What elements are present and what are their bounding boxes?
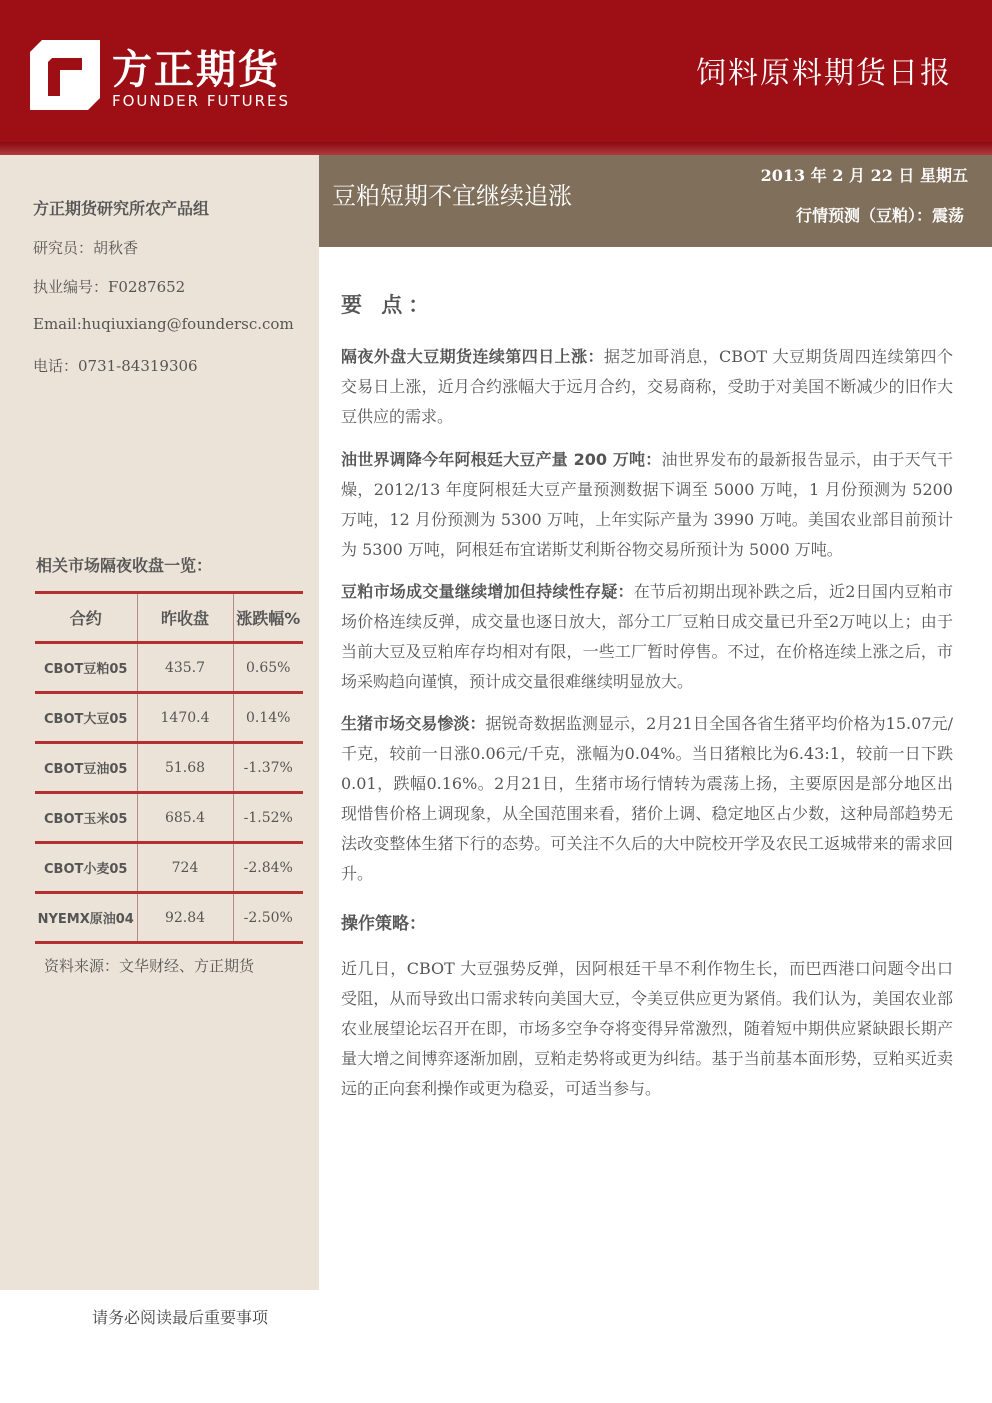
strategy-heading: 操作策略： xyxy=(341,914,426,934)
email-address: Email:huqiuxiang@foundersc.com xyxy=(33,315,294,333)
logo-chinese-name: 方正期货 xyxy=(112,47,280,93)
table-row xyxy=(35,693,303,743)
researcher-name: 研究员：胡秋香 xyxy=(33,239,139,257)
change-cell: -2.50% xyxy=(233,893,303,943)
change-cell: -1.37% xyxy=(233,743,303,793)
market-forecast: 行情预测（豆粕）：震荡 xyxy=(795,206,964,225)
change-cell: -2.84% xyxy=(233,843,303,893)
table-header-row xyxy=(35,593,303,643)
strategy-paragraph: 近几日，CBOT 大豆强势反弹，因阿根廷干旱不利作物生长，而巴西港口问题令出口受阻，从而导致出口需求转向美国大豆，令美豆供应更为紧俏。我们认为，美国农业部农业展望论坛召开在即，市场多空争夺将变得异常激烈，随着短中期供应紧缺跟长期产量大增之间博弈逐渐加剧，豆粕走势将或更为纠结。基于当前基本面形势，豆粕买近卖远的正向套利操作或更为稳妥，可适当参与。 xyxy=(341,959,953,1098)
point-paragraph xyxy=(341,342,953,432)
column-header: 合约 xyxy=(35,593,137,643)
column-header: 涨跌幅% xyxy=(233,593,303,643)
point-paragraph xyxy=(341,445,953,565)
close-cell: 435.7 xyxy=(137,643,233,693)
header-stripe xyxy=(0,142,992,155)
point-lead: 隔夜外盘大豆期货连续第四日上涨： xyxy=(341,347,604,366)
point-lead: 生猪市场交易惨淡： xyxy=(341,714,486,733)
change-cell: -1.52% xyxy=(233,793,303,843)
contract-cell: NYEMX原油04 xyxy=(35,893,137,943)
point-paragraph xyxy=(341,709,953,889)
point-lead: 油世界调降今年阿根廷大豆产量 200 万吨： xyxy=(341,450,662,469)
point-text: 据芝加哥消息，CBOT 大豆期货周四连续第四个交易日上涨，近月合约涨幅大于远月合约，交易商称，受助于对美国不断减少的旧作大豆供应的需求。 xyxy=(341,347,953,426)
change-cell: 0.14% xyxy=(233,693,303,743)
contract-cell: CBOT豆油05 xyxy=(35,743,137,793)
footer-disclaimer-note: 请务必阅读最后重要事项 xyxy=(92,1308,269,1327)
report-title: 饲料原料期货日报 xyxy=(696,56,952,91)
logo-english-name: FOUNDER FUTURES xyxy=(112,92,291,110)
research-group: 方正期货研究所农产品组 xyxy=(33,199,210,218)
contract-cell: CBOT豆粕05 xyxy=(35,643,137,693)
contract-cell: CBOT小麦05 xyxy=(35,843,137,893)
close-cell: 685.4 xyxy=(137,793,233,843)
point-text: 在节后初期出现补跌之后，近2日国内豆粕市场价格连续反弹，成交量也逐日放大，部分工厂豆粕日成交量已升至2万吨以上；由于当前大豆及豆粕库存均相对有限，一些工厂暂时停售。不过，在价格连续上涨之后，市场采购趋向谨慎，预计成交量很难继续明显放大。 xyxy=(341,582,953,691)
close-cell: 1470.4 xyxy=(137,693,233,743)
point-paragraph xyxy=(341,577,953,697)
point-text: 据锐奇数据监测显示，2月21日全国各省生猪平均价格为15.07元/千克，较前一日涨0.06元/千克，涨幅为0.04%。当日猪粮比为6.43:1，较前一日下跌0.01，跌幅0.16%。2月21日，生猪市场行情转为震荡上扬，主要原因是部分地区出现惜售价格上调现象，从全国范围来看，猪价上调、稳定地区占少数，这种局部趋势无法改变整体生猪下行的态势。可关注不久后的大中院校开学及农民工返城带来的需求回升。 xyxy=(341,714,953,883)
close-cell: 724 xyxy=(137,843,233,893)
point-lead: 豆粕市场成交量继续增加但持续性存疑： xyxy=(341,582,634,601)
contract-cell: CBOT玉米05 xyxy=(35,793,137,843)
market-table-title: 相关市场隔夜收盘一览： xyxy=(36,556,213,575)
founder-logo-icon xyxy=(30,40,100,110)
report-date: 2013 年 2 月 22 日 星期五 xyxy=(760,166,968,185)
table-row xyxy=(35,893,303,943)
key-points-heading: 要 点： xyxy=(341,293,436,317)
phone-number: 电话：0731-84319306 xyxy=(33,357,198,375)
change-cell: 0.65% xyxy=(233,643,303,693)
table-row xyxy=(35,743,303,793)
table-row xyxy=(35,643,303,693)
close-cell: 92.84 xyxy=(137,893,233,943)
headline: 豆粕短期不宜继续追涨 xyxy=(332,182,572,210)
point-text: 油世界发布的最新报告显示，由于天气干燥，2012/13 年度阿根廷大豆产量预测数据下调至 5000 万吨，1 月份预测为 5200 万吨，12 月份预测为 5300 万吨，上年实际产量为 3990 万吨。美国农业部目前预计为 5300 万吨，阿根廷布宜诺斯艾利斯谷物交易所预计为 5000 万吨。 xyxy=(341,450,953,559)
data-source: 资料来源：文华财经、方正期货 xyxy=(44,957,255,975)
contract-cell: CBOT大豆05 xyxy=(35,693,137,743)
table-row xyxy=(35,793,303,843)
close-cell: 51.68 xyxy=(137,743,233,793)
table-row xyxy=(35,843,303,893)
market-table xyxy=(35,591,303,944)
column-header: 昨收盘 xyxy=(137,593,233,643)
license-number: 执业编号：F0287652 xyxy=(33,278,186,296)
